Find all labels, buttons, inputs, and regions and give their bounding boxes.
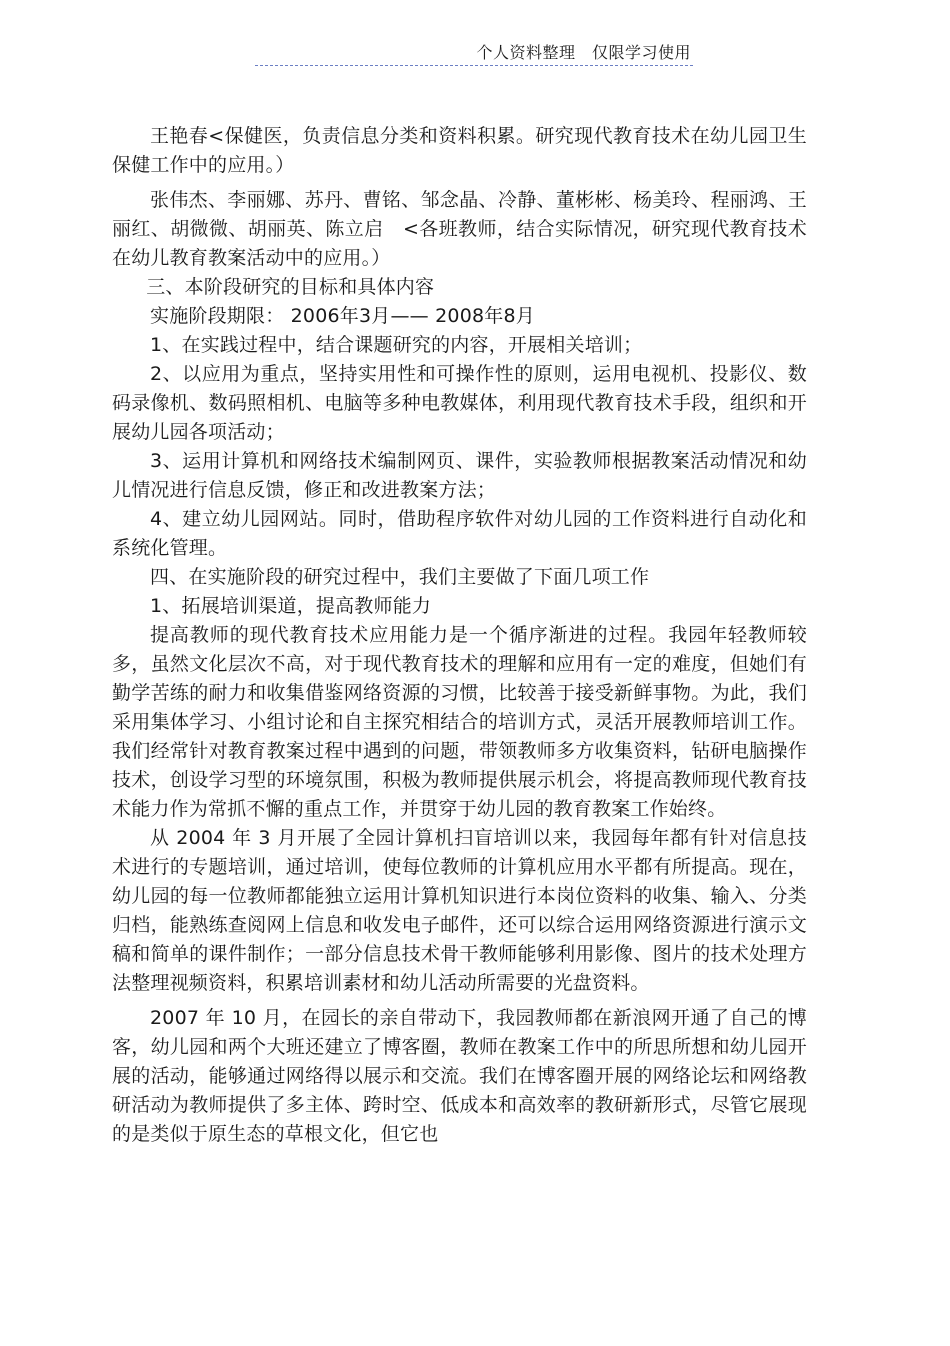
- section-heading-work: 四、在实施阶段的研究过程中，我们主要做了下面几项工作: [150, 566, 650, 588]
- list-item-goal-1: 1、在实践过程中，结合课题研究的内容，开展相关培训；: [150, 334, 643, 356]
- section-heading-goals: 三、本阶段研究的目标和具体内容: [146, 276, 435, 298]
- document-body: [112, 122, 807, 1149]
- page-header: [255, 42, 693, 66]
- paragraph-staff-teachers: 张伟杰、李丽娜、苏丹、曹铭、邹念晶、冷静、董彬彬、杨美玲、程丽鸿、王丽红、胡微微、胡丽英、陈立启 <各班教师，结合实际情况，研究现代教育技术在幼儿教育教案活动中的应用。）: [112, 189, 807, 269]
- paragraph-period: 实施阶段期限： 2006年3月—— 2008年8月: [150, 305, 535, 327]
- list-item-goal-2: 2、以应用为重点，坚持实用性和可操作性的原则，运用电视机、投影仪、数码录像机、数码照相机、电脑等多种电教媒体，利用现代教育技术手段，组织和开展幼儿园各项活动；: [112, 363, 807, 443]
- paragraph-training-body: 提高教师的现代教育技术应用能力是一个循序渐进的过程。我园年轻教师较多，虽然文化层次不高，对于现代教育技术的理解和应用有一定的难度，但她们有勤学苦练的耐力和收集借鉴网络资源的习惯，比较善于接受新鲜事物。为此，我们采用集体学习、小组讨论和自主探究相结合的培训方式，灵活开展教师培训工作。我们经常针对教育教案过程中遇到的问题，带领教师多方收集资料，钻研电脑操作技术，创设学习型的环境氛围，积极为教师提供展示机会，将提高教师现代教育技术能力作为常抓不懈的重点工作，并贯穿于幼儿园的教育教案工作始终。: [112, 624, 807, 820]
- list-item-goal-3: 3、运用计算机和网络技术编制网页、课件，实验教师根据教案活动情况和幼儿情况进行信息反馈，修正和改进教案方法；: [112, 450, 807, 501]
- paragraph-staff-health: 王艳春<保健医，负责信息分类和资料积累。研究现代教育技术在幼儿园卫生保健工作中的应用。）: [112, 125, 807, 176]
- paragraph-2004: 从 2004 年 3 月开展了全园计算机扫盲培训以来，我园每年都有针对信息技术进行的专题培训，通过培训，使每位教师的计算机应用水平都有所提高。现在，幼儿园的每一位教师都能独立运用计算机知识进行本岗位资料的收集、输入、分类归档，能熟练查阅网上信息和收发电子邮件，还可以综合运用网络资源进行演示文稿和简单的课件制作；一部分信息技术骨干教师能够利用影像、图片的技术处理方法整理视频资料，积累培训素材和幼儿活动所需要的光盘资料。: [112, 827, 807, 994]
- list-item-goal-4: 4、建立幼儿园网站。同时，借助程序软件对幼儿园的工作资料进行自动化和系统化管理。: [112, 508, 807, 559]
- page-header-text: 个人资料整理 仅限学习使用: [476, 43, 691, 62]
- paragraph-2007: 2007 年 10 月，在园长的亲自带动下，我园教师都在新浪网开通了自己的博客，幼儿园和两个大班还建立了博客圈，教师在教案工作中的所思所想和幼儿园开展的活动，能够通过网络得以展示和交流。我们在博客圈开展的网络论坛和网络教研活动为教师提供了多主体、跨时空、低成本和高效率的教研新形式，尽管它展现的是类似于原生态的草根文化，但它也: [112, 1007, 807, 1145]
- subheading-training: 1、拓展培训渠道，提高教师能力: [150, 595, 432, 617]
